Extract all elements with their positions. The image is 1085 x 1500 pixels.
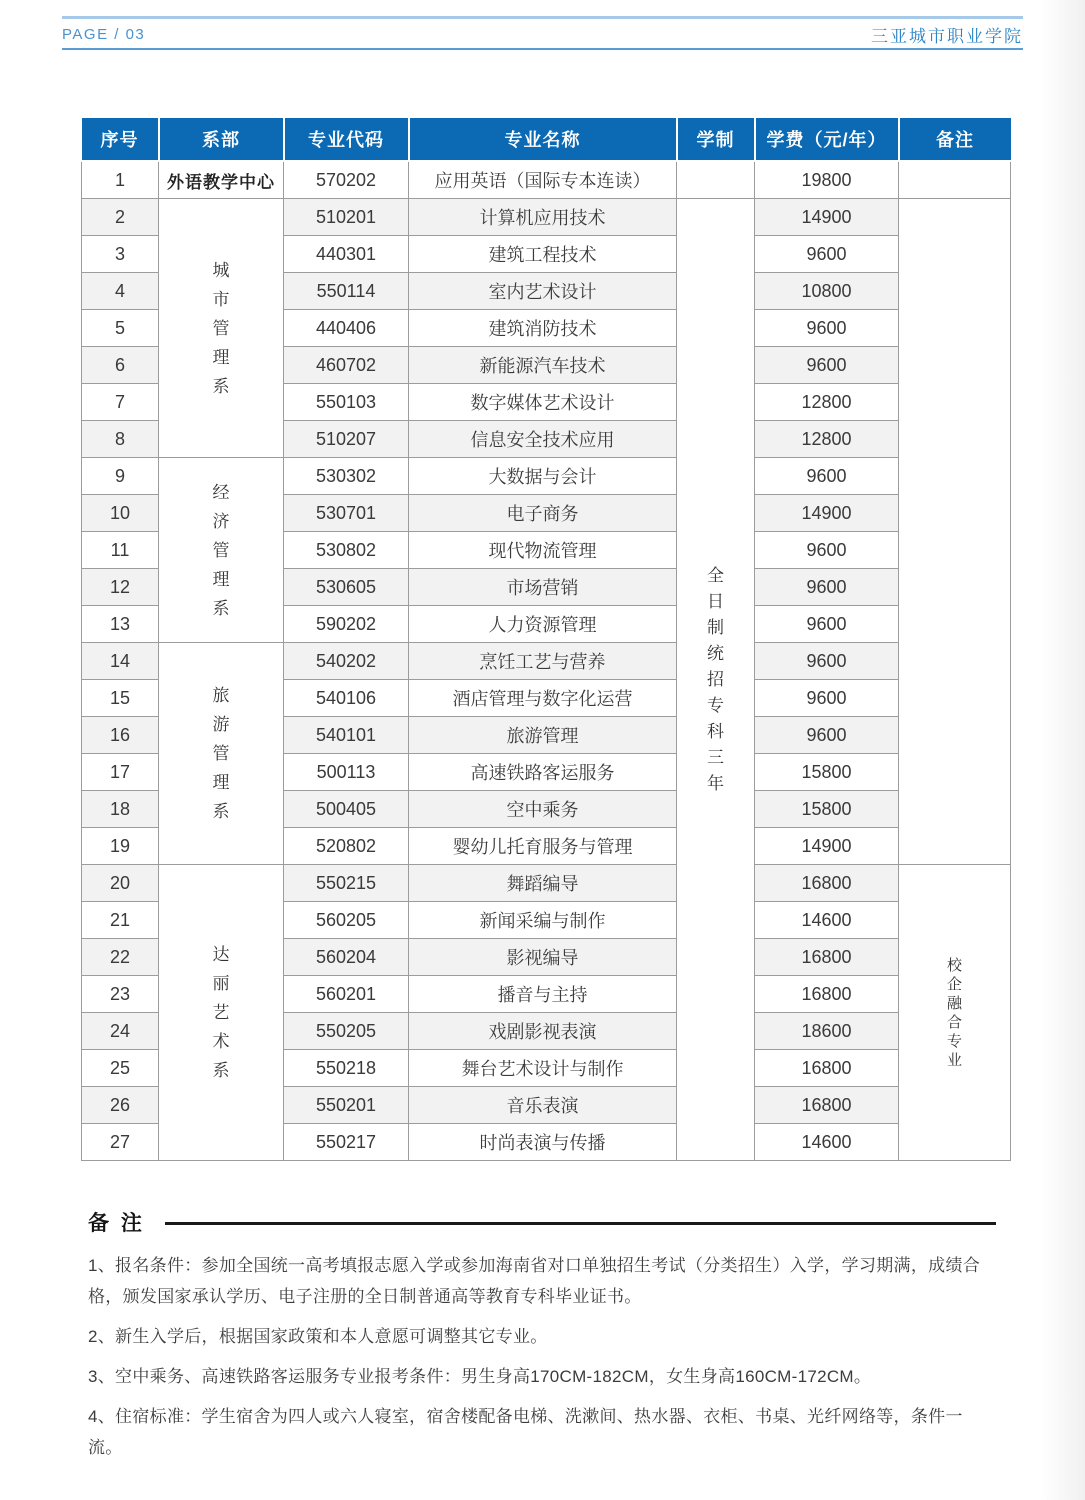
code-cell: 550114 xyxy=(284,273,409,310)
col-header-schooling: 学制 xyxy=(677,118,755,161)
major-cell: 室内艺术设计 xyxy=(409,273,677,310)
code-cell: 510207 xyxy=(284,421,409,458)
tuition-cell: 14900 xyxy=(755,828,899,865)
seq-cell: 13 xyxy=(82,606,159,643)
fees-table-body xyxy=(82,161,1011,1161)
seq-cell: 12 xyxy=(82,569,159,606)
seq-cell: 19 xyxy=(82,828,159,865)
dept-cell-vertical-text: 城市管理系 xyxy=(212,260,230,396)
seq-cell: 27 xyxy=(82,1124,159,1161)
seq-cell: 25 xyxy=(82,1050,159,1087)
major-cell: 舞蹈编导 xyxy=(409,865,677,902)
seq-cell: 5 xyxy=(82,310,159,347)
notes-header xyxy=(88,1207,996,1237)
note-item-2: 2、新生入学后，根据国家政策和本人意愿可调整其它专业。 xyxy=(88,1327,548,1346)
code-cell: 530302 xyxy=(284,458,409,495)
col-header-code: 专业代码 xyxy=(284,118,409,161)
code-cell: 550215 xyxy=(284,865,409,902)
dept-cell xyxy=(159,458,284,643)
page-number-label: PAGE / 03 xyxy=(62,25,146,43)
table-row xyxy=(82,199,1011,236)
tuition-cell: 10800 xyxy=(755,273,899,310)
notes-title-rule xyxy=(165,1222,996,1225)
table-row xyxy=(82,865,1011,902)
seq-cell: 6 xyxy=(82,347,159,384)
code-cell: 530701 xyxy=(284,495,409,532)
tuition-cell: 15800 xyxy=(755,754,899,791)
code-cell: 500113 xyxy=(284,754,409,791)
tuition-cell: 15800 xyxy=(755,791,899,828)
major-cell: 信息安全技术应用 xyxy=(409,421,677,458)
schooling-cell xyxy=(677,199,755,1161)
remark-cell xyxy=(899,161,1011,199)
tuition-cell: 12800 xyxy=(755,384,899,421)
tuition-cell: 19800 xyxy=(755,161,899,199)
dept-cell: 外语教学中心 xyxy=(159,161,284,199)
major-cell: 大数据与会计 xyxy=(409,458,677,495)
tuition-cell: 16800 xyxy=(755,1050,899,1087)
tuition-cell: 9600 xyxy=(755,606,899,643)
major-cell: 电子商务 xyxy=(409,495,677,532)
seq-cell: 2 xyxy=(82,199,159,236)
fees-table xyxy=(81,118,1011,1161)
code-cell: 550103 xyxy=(284,384,409,421)
schooling-cell xyxy=(677,161,755,199)
dept-cell xyxy=(159,199,284,458)
table-row xyxy=(82,161,1011,199)
major-cell: 旅游管理 xyxy=(409,717,677,754)
major-cell: 新能源汽车技术 xyxy=(409,347,677,384)
code-cell: 500405 xyxy=(284,791,409,828)
major-cell: 酒店管理与数字化运营 xyxy=(409,680,677,717)
code-cell: 540106 xyxy=(284,680,409,717)
seq-cell: 15 xyxy=(82,680,159,717)
note-item-1: 1、报名条件：参加全国统一高考填报志愿入学或参加海南省对口单独招生考试（分类招生）入学，学习期满，成绩合格，颁发国家承认学历、电子注册的全日制普通高等教育专科毕业证书。 xyxy=(88,1256,981,1306)
col-header-major: 专业名称 xyxy=(409,118,677,161)
tuition-cell: 12800 xyxy=(755,421,899,458)
seq-cell: 9 xyxy=(82,458,159,495)
seq-cell: 8 xyxy=(82,421,159,458)
table-row xyxy=(82,458,1011,495)
seq-cell: 23 xyxy=(82,976,159,1013)
remark-cell xyxy=(899,199,1011,865)
tuition-cell: 9600 xyxy=(755,458,899,495)
col-header-remark: 备注 xyxy=(899,118,1011,161)
major-cell: 高速铁路客运服务 xyxy=(409,754,677,791)
seq-cell: 20 xyxy=(82,865,159,902)
code-cell: 560201 xyxy=(284,976,409,1013)
tuition-cell: 9600 xyxy=(755,236,899,273)
tuition-cell: 9600 xyxy=(755,717,899,754)
tuition-cell: 9600 xyxy=(755,680,899,717)
tuition-cell: 9600 xyxy=(755,569,899,606)
major-cell: 戏剧影视表演 xyxy=(409,1013,677,1050)
notes-title: 备 注 xyxy=(88,1212,145,1235)
code-cell: 560205 xyxy=(284,902,409,939)
seq-cell: 26 xyxy=(82,1087,159,1124)
school-name: 三亚城市职业学院 xyxy=(871,26,1023,46)
major-cell: 婴幼儿托育服务与管理 xyxy=(409,828,677,865)
seq-cell: 21 xyxy=(82,902,159,939)
tuition-cell: 9600 xyxy=(755,310,899,347)
note-item-4: 4、住宿标准：学生宿舍为四人或六人寝室，宿舍楼配备电梯、洗漱间、热水器、衣柜、书桌、光纤网络等，条件一流。 xyxy=(88,1407,963,1457)
dept-cell-vertical-text: 旅游管理系 xyxy=(212,686,230,821)
code-cell: 550218 xyxy=(284,1050,409,1087)
seq-cell: 18 xyxy=(82,791,159,828)
tuition-cell: 9600 xyxy=(755,643,899,680)
code-cell: 440301 xyxy=(284,236,409,273)
major-cell: 影视编导 xyxy=(409,939,677,976)
dept-cell-vertical-text: 经济管理系 xyxy=(212,482,230,618)
major-cell: 空中乘务 xyxy=(409,791,677,828)
page-header xyxy=(62,22,1023,46)
major-cell: 建筑工程技术 xyxy=(409,236,677,273)
seq-cell: 24 xyxy=(82,1013,159,1050)
page-edge-shading xyxy=(1040,0,1085,1500)
code-cell: 570202 xyxy=(284,161,409,199)
tuition-cell: 16800 xyxy=(755,976,899,1013)
table-header-row xyxy=(82,118,1011,161)
major-cell: 数字媒体艺术设计 xyxy=(409,384,677,421)
major-cell: 现代物流管理 xyxy=(409,532,677,569)
code-cell: 460702 xyxy=(284,347,409,384)
notes-section xyxy=(88,1207,996,1463)
seq-cell: 3 xyxy=(82,236,159,273)
tuition-cell: 14900 xyxy=(755,199,899,236)
code-cell: 440406 xyxy=(284,310,409,347)
major-cell: 播音与主持 xyxy=(409,976,677,1013)
seq-cell: 11 xyxy=(82,532,159,569)
major-cell: 市场营销 xyxy=(409,569,677,606)
major-cell: 音乐表演 xyxy=(409,1087,677,1124)
tuition-cell: 9600 xyxy=(755,347,899,384)
tuition-cell: 14600 xyxy=(755,902,899,939)
seq-cell: 16 xyxy=(82,717,159,754)
code-cell: 550217 xyxy=(284,1124,409,1161)
seq-cell: 1 xyxy=(82,161,159,199)
code-cell: 530802 xyxy=(284,532,409,569)
code-cell: 550205 xyxy=(284,1013,409,1050)
table-row xyxy=(82,643,1011,680)
code-cell: 530605 xyxy=(284,569,409,606)
code-cell: 550201 xyxy=(284,1087,409,1124)
note-item-3: 3、空中乘务、高速铁路客运服务专业报考条件：男生身高170CM-182CM，女生身高160CM-172CM。 xyxy=(88,1367,872,1386)
major-cell: 建筑消防技术 xyxy=(409,310,677,347)
major-cell: 烹饪工艺与营养 xyxy=(409,643,677,680)
major-cell: 新闻采编与制作 xyxy=(409,902,677,939)
tuition-cell: 18600 xyxy=(755,1013,899,1050)
col-header-tuition: 学费（元/年） xyxy=(755,118,899,161)
seq-cell: 10 xyxy=(82,495,159,532)
dept-cell xyxy=(159,643,284,865)
schooling-cell-vertical-text: 全日制统招专科三年 xyxy=(707,565,724,793)
tuition-cell: 16800 xyxy=(755,939,899,976)
remark-cell-vertical-text: 校企融合专业 xyxy=(946,956,962,1069)
tuition-cell: 16800 xyxy=(755,865,899,902)
col-header-seq: 序号 xyxy=(82,118,159,161)
seq-cell: 7 xyxy=(82,384,159,421)
code-cell: 510201 xyxy=(284,199,409,236)
code-cell: 560204 xyxy=(284,939,409,976)
major-cell: 计算机应用技术 xyxy=(409,199,677,236)
tuition-cell: 14900 xyxy=(755,495,899,532)
major-cell: 人力资源管理 xyxy=(409,606,677,643)
seq-cell: 14 xyxy=(82,643,159,680)
code-cell: 520802 xyxy=(284,828,409,865)
tuition-cell: 16800 xyxy=(755,1087,899,1124)
seq-cell: 22 xyxy=(82,939,159,976)
dept-cell-vertical-text: 达丽艺术系 xyxy=(212,945,230,1080)
tuition-cell: 9600 xyxy=(755,532,899,569)
col-header-dept: 系部 xyxy=(159,118,284,161)
major-cell: 舞台艺术设计与制作 xyxy=(409,1050,677,1087)
major-cell: 时尚表演与传播 xyxy=(409,1124,677,1161)
header-rule xyxy=(62,48,1023,50)
dept-cell xyxy=(159,865,284,1161)
tuition-cell: 14600 xyxy=(755,1124,899,1161)
major-cell: 应用英语（国际专本连读） xyxy=(409,161,677,199)
remark-cell xyxy=(899,865,1011,1161)
code-cell: 540101 xyxy=(284,717,409,754)
code-cell: 540202 xyxy=(284,643,409,680)
seq-cell: 4 xyxy=(82,273,159,310)
code-cell: 590202 xyxy=(284,606,409,643)
top-accent-band xyxy=(62,16,1023,19)
seq-cell: 17 xyxy=(82,754,159,791)
